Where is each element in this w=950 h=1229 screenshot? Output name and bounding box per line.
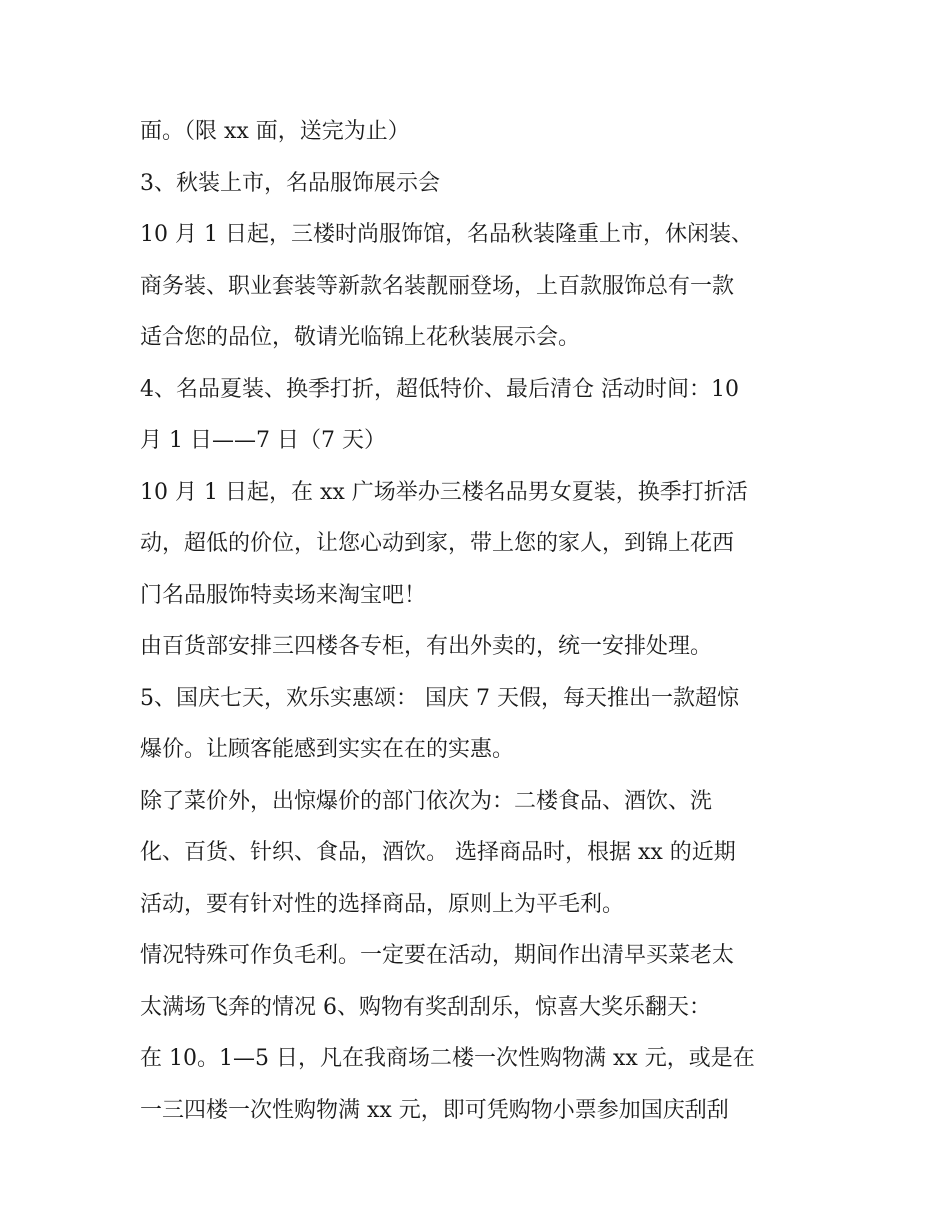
- section-heading: 3、秋装上市，名品服饰展示会: [140, 170, 440, 196]
- text-line: 情况特殊可作负毛利。一定要在活动，期间作出清早买菜老太: [140, 943, 735, 968]
- text-line: 一三四楼一次性购物满 xx 元，即可凭购物小票参加国庆刮刮: [140, 1097, 729, 1123]
- text-line: 动，超低的价位，让您心动到家，带上您的家人，到锦上花西: [140, 531, 735, 556]
- text-line: 适合您的品位，敬请光临锦上花秋装展示会。: [140, 325, 581, 350]
- text-line: 爆价。让顾客能感到实实在在的实惠。: [140, 737, 515, 762]
- text-line: 10 月 1 日起，在 xx 广场举办三楼名品男女夏装，换季打折活: [140, 479, 748, 505]
- document-body: [140, 106, 840, 1136]
- text-line: 活动，要有针对性的选择商品，原则上为平毛利。: [140, 891, 625, 917]
- text-line: 太满场飞奔的情况 6、购物有奖刮刮乐，惊喜大奖乐翻天：: [140, 994, 711, 1020]
- text-line: 由百货部安排三四楼各专柜，有出外卖的，统一安排处理。: [140, 634, 713, 659]
- text-line: 面。（限 xx 面，送完为止）: [140, 119, 410, 144]
- text-line: 商务装、职业套装等新款名装靓丽登场，上百款服饰总有一款: [140, 273, 735, 299]
- text-line: 10 月 1 日起，三楼时尚服饰馆，名品秋装隆重上市，休闲装、: [140, 222, 753, 247]
- section-heading: 4、名品夏装、换季打折，超低特价、最后清仓 活动时间：10: [140, 376, 739, 402]
- section-heading: 5、国庆七天，欢乐实惠颂： 国庆 7 天假，每天推出一款超惊: [140, 685, 739, 711]
- text-line: 门名品服饰特卖场来淘宝吧！: [140, 582, 427, 608]
- text-line: 化、百货、针织、食品，酒饮。 选择商品时，根据 xx 的近期: [140, 840, 736, 865]
- text-line: 月 1 日——7 日（7 天）: [140, 428, 386, 453]
- text-line: 在 10。1—5 日，凡在我商场二楼一次性购物满 xx 元，或是在: [140, 1046, 755, 1071]
- text-line: 除了菜价外，出惊爆价的部门依次为：二楼食品、酒饮、洗: [140, 788, 713, 814]
